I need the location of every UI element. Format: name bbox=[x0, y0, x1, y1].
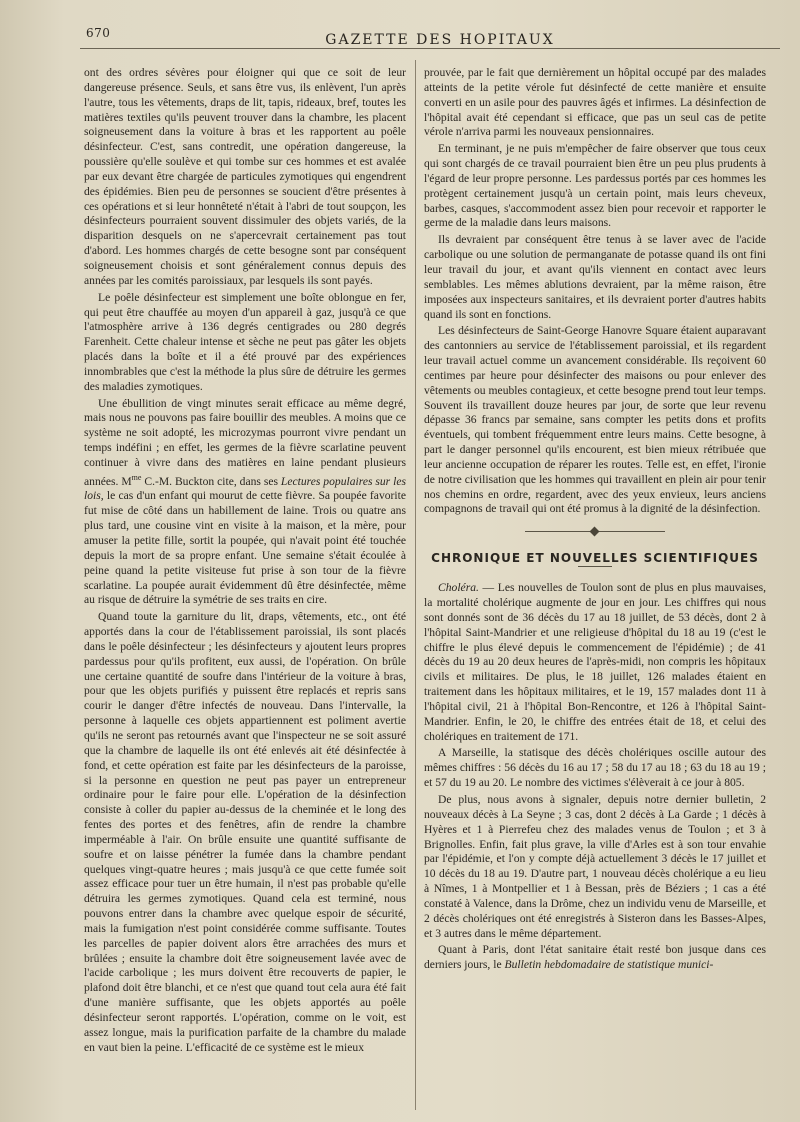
publication-title: Bulletin hebdomadaire de statistique munici- bbox=[504, 958, 714, 972]
section-heading: CHRONIQUE ET NOUVELLES SCIENTIFIQUES bbox=[431, 551, 759, 566]
paragraph: A Marseille, la statisque des décès cholériques oscille autour des mêmes chiffres : 56 décès du 16 au 17 ; 58 du 17 au 18 ; 63 du 18 au 19 ; et 57 du 19 au 20. Le nombre des victimes s'élèverait à ce jour à 805. bbox=[424, 746, 766, 790]
header-rule bbox=[80, 48, 780, 49]
paragraph: Les désinfecteurs de Saint-George Hanovre Square étaient auparavant des cantonniers au service de l'établissement paroissial, et ils regardent leur travail actuel comme un avancement considérable. Ils reçoivent 60 centimes par heure pour désinfecter des maisons ou pour enlever des vêtements ou meubles contagieux, et cette besogne prend tout leur temps. Souvent ils travaillent douze heures par jour, de sorte que leur revenu dépasse 36 francs par semaine, sans compter les petits dons et profits éventuels, qui tombent fréquemment entre leurs mains. Cette besogne, à part le danger personnel qu'ils encourent, est bien mieux rétribuée que leur ancienne occupation de réparer les routes. Telle est, en effet, l'ironie de notre civilisation que les hommes qui travaillent en plein air pour tenir nos chemins en ordre, regardent, avec des yeux envieux, leurs anciens compagnons de travail qui ont été promus à la dignité de la désinfection. bbox=[424, 324, 766, 516]
section-separator-ornament bbox=[525, 527, 665, 537]
text-run: Une ébullition de vingt minutes serait efficace au même degré, mais nous ne pouvons pas faire bouillir des meubles. A moins que ce système ne soit adopté, les microzymas pourront vivre pendant un temps indéfini ; en effet, les germes de la fièvre scarlatine peuvent continuer à vivre dans des matières en laine pendant plusieurs années. M bbox=[84, 396, 406, 488]
text-run: Quant à Paris, dont l'état sanitaire était resté bon jusque dans ces derniers jours, le bbox=[424, 943, 766, 972]
running-title: GAZETTE DES HOPITAUX bbox=[325, 32, 555, 48]
heading-rule bbox=[578, 566, 612, 567]
text-run: le cas d'un enfant qui mourut de cette fièvre. Sa poupée favorite fut mise de côté dans un habillement de laine. Trois ou quatre ans plus tard, une cousine vint en visite à la maison, et la mère, pour amuser la petite fille, sortit la poupée, qui n'avait point été touchée depuis la mort de sa propre enfant. Une semaine s'était écoulée à peine quand la petite visiteuse fut prise à son tour de la fièvre scarlatine. La poupée aurait évidemment dû être désinfectée, même au risque de détruire la symétrie de ses traits en cire. bbox=[84, 489, 406, 607]
text-run: C.-M. Buckton cite, dans ses bbox=[141, 474, 281, 488]
paragraph: prouvée, par le fait que dernièrement un hôpital occupé par des malades atteints de la petite vérole fut désinfecté de cette manière et ensuite converti en un asile pour des pauvres âgés et infirmes. La désinfection de l'hôpital avait été cependant si efficace, que pas un seul cas de petite vérole n'arriva parmi les nouveaux pensionnaires. bbox=[424, 66, 766, 139]
paragraph: Ils devraient par conséquent être tenus à se laver avec de l'acide carbolique ou une solution de permanganate de potasse quand ils ont fini leur travail du jour, et avant qu'ils viennent en contact avec leurs semblables. Les mêmes ablutions devraient, par la même raison, être imposées aux inspecteurs sanitaires, et ils devraient porter d'autres habits quand ils sont en fonctions. bbox=[424, 233, 766, 321]
page-number: 670 bbox=[86, 26, 111, 40]
paragraph: En terminant, je ne puis m'empêcher de faire observer que tous ceux qui sont chargés de ce travail pourraient bien être un peu plus prudents à l'égard de leur propre personne. Les pardessus portés par ces hommes les protègent certainement jusqu'à un certain point, mais leurs cheveux, barbes, casques, s'accommodent assez bien pour recevoir et rapporter le germe de la maladie dans leurs maisons. bbox=[424, 142, 766, 230]
rubric-label: Choléra. bbox=[438, 581, 479, 595]
paragraph: De plus, nous avons à signaler, depuis notre dernier bulletin, 2 nouveaux décès à La Seyne ; 3 cas, dont 2 décès à La Garde ; 1 décès à Hyères et 1 à Pierrefeu chez des malades venus de Toulon ; et 3 à Brignolles. Enfin, fait plus grave, la ville d'Arles est à son tour envahie par l'épidémie, et l'on y compte déjà actuellement 3 décès le 17 juillet et 10 décès du 18 au 19. D'autre part, 1 nouveau décès cholérique a eu lieu à Nîmes, 1 à Montpellier et 1 à Bessan, près de Béziers ; 1 cas a été constaté à Valence, dans la Drôme, chez un individu venu de Marseille, et 2 décès cholériques ont été enregistrés à Sisteron dans les Basses-Alpes, et 3 autres dans le même département. bbox=[424, 792, 767, 940]
paragraph bbox=[84, 397, 406, 609]
page-header bbox=[0, 22, 800, 48]
paragraph bbox=[424, 581, 766, 744]
paragraph: ont des ordres sévères pour éloigner qui que ce soit de leur dangereuse présence. Seuls, et sans être vus, ils enlèvent, l'un après l'autre, tous les vêtements, draps de lit, tapis, rideaux, bref, toutes les matières textiles qu'ils peuvent trouver dans la chambre, les placent soigneusement dans la voiture à bras et les rapportent au poêle désinfecteur. C'est, sans contredit, une opération dangereuse, la poussière qu'elle soulève et qui tombe sur ces hommes et est avalée par eux devant être chargée de particules zymotiques qui engendrent des épidémies. Bien peu de personnes se soucient d'être présentes à ces opérations et si leur honnêteté n'était à l'abri de tout soupçon, les désinfecteurs pourraient souvent dissimuler des objets variés, de la disparition desquels on ne s'apercevrait certainement pas tout d'abord. Les hommes chargés de cette besogne sont par conséquent soigneusement choisis et sont généralement connus depuis des années par les comités paroissiaux, par lesquels ils sont payés. bbox=[84, 66, 406, 287]
text-run: — Les nouvelles de Toulon sont de plus en plus mauvaises, la mortalité cholérique augmente de jour en jour. Les chiffres qui nous sont donnés sont de 36 décès du 17 au 18 juillet, de 53 décès, dont 2 à l'hôpital Saint-Mandrier et une religieuse d'hôpital du 18 au 19 (c'est le chiffre le plus élevé depuis le commencement de l'épidémie) ; de 41 décès du 19 au 20 deux heures de l'après-midi, non compris les hôpitaux civils et militaires. De plus, le 18 juillet, 126 malades étaient en traitement dans les hôpitaux militaires, et le 19, 157 malades dont 11 à l'hôpital civil, 21 à l'hôpital Bon-Rencontre, et 126 à l'hôpital Saint-Mandrier. Enfin, le 20, le chiffre des entrées était de 18, et celui des cholériques en traitement de 171. bbox=[424, 581, 766, 743]
left-column bbox=[84, 66, 406, 1056]
column-divider bbox=[415, 60, 416, 1110]
paragraph bbox=[424, 943, 766, 973]
book-title: Lectures populaires sur les lois, bbox=[84, 474, 406, 503]
superscript: me bbox=[131, 472, 142, 482]
right-column bbox=[424, 66, 766, 973]
paragraph: Le poêle désinfecteur est simplement une boîte oblongue en fer, qui peut être chauffée au moyen d'un appareil à gaz, jusqu'à ce que l'atmosphère arrive à 136 degrés centigrades ou 280 degrés Farenheit. Cette chaleur intense et sèche ne peut pas gâter les objets placés dans la boîte et il a été prouvé par des expériences innombrables que c'est la méthode la plus sûre de détruire les germes des maladies zymotiques. bbox=[84, 290, 406, 393]
paragraph: Quand toute la garniture du lit, draps, vêtements, etc., ont été apportés dans la cour de l'établissement paroissial, ils sont placés dans le poêle désinfecteur ; les désinfecteurs y ajoutent leurs propres pardessus pour qu'ils profitent, eux aussi, de l'opération. On brûle une certaine quantité de soufre dans l'intérieur de la voiture à bras, pour que les objets purifiés y puissent être replacés et repris sans courir le danger d'être infectés de nouveau. Dans l'intervalle, la personne à laquelle ces objets appartiennent est poliment avertie qu'ils ne seront pas retournés avant que l'inspecteur ne se soit assuré que la chambre de laquelle ils ont été enlevés ait été désinfectée à fond, et cette opération est faite par les désinfecteurs de la paroisse, si la personne en question ne peut pas payer un entrepreneur ordinaire pour le faire pour elle. L'opération de la désinfection consiste à coller du papier au-dessus de la cheminée et le long des fentes des portes et des fenêtres, afin de rendre la chambre imperméable à l'air. On brûle ensuite une quantité suffisante de soufre et on laisse pénétrer la fumée dans la chambre pendant quelques vingt-quatre heures ; mais jusqu'à ce que cette fumée soit assez efficace pour tuer un être humain, il n'est pas probable qu'elle détruira les germes zymotiques. Quand cela est terminé, nous pouvons entrer dans la chambre avec quelque espoir de sécurité, mais la fumigation n'est point considérée comme suffisante. Toutes les parcelles de papier doivent alors être arrachées des murs et brûlées ; ensuite la chambre doit être soigneusement lavée avec de l'acide carbolique ; les murs doivent être recouverts de papier, le plafond doit être blanchi, et ce n'est que quand tout cela aura été fait d'une manière suffisante, que les objets apportés au poêle désinfecteur seront rapportés. L'opération, comme on le voit, est assez longue, mais la purification parfaite de la chambre du malade en vaut bien la peine. L'efficacité de ce système est le mieux bbox=[84, 610, 406, 1054]
separator-diamond bbox=[590, 527, 600, 537]
